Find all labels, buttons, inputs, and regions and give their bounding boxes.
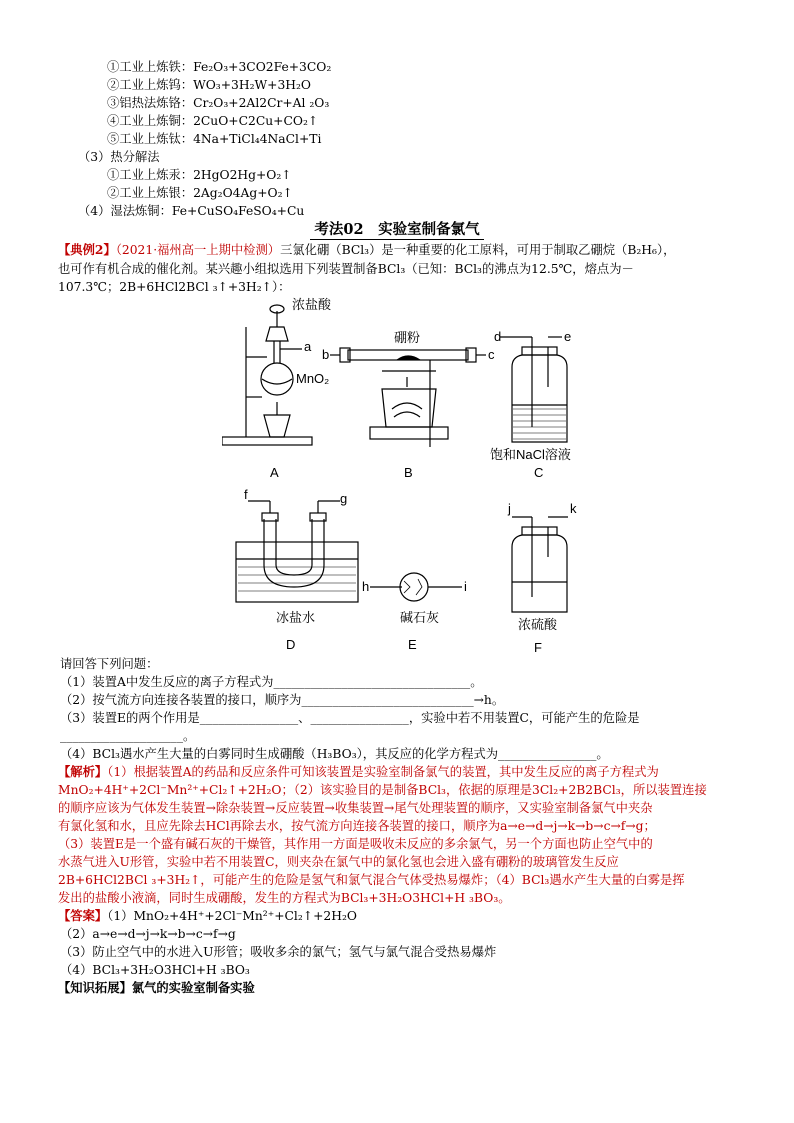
text-line: ②工业上炼钨：WO₃+3H₂W+3H₂O [107, 78, 312, 92]
analysis-line: 水蒸气进入U形管，实验中若不用装置C，则夹杂在氯气中的氯化氢也会进入盛有硼粉的玻璃管发生反应 [58, 855, 619, 869]
answer-line: （2）a→e→d→j→k→b→c→f→g [60, 927, 236, 941]
soda-lime-label: 碱石灰 [400, 610, 440, 625]
ice-label: 冰盐水 [276, 610, 316, 625]
port-c-label: c [488, 347, 495, 362]
label-b: B [404, 465, 413, 480]
nacl-label: 饱和NaCl溶液 [490, 447, 571, 462]
port-f-label: f [244, 487, 248, 502]
analysis-line: 发出的盐酸小液滴，同时生成硼酸，发生的方程式为BCl₃+3H₂O3HCl+H ₃BO₃。 [58, 891, 511, 905]
analysis-line: （3）装置E是一个盛有碱石灰的干燥管，其作用一方面是吸收未反应的多余氯气，另一个方面也防止空气中的 [58, 837, 653, 851]
text-line: ④工业上炼铜：2CuO+C2Cu+CO₂↑ [107, 114, 319, 128]
question-line: （4）BCl₃遇水产生大量的白雾同时生成硼酸（H₃BO₃），其反应的化学方程式为________________。 [60, 747, 609, 761]
text-line: ③铝热法炼铬：Cr₂O₃+2Al2Cr+Al ₂O₃ [107, 96, 330, 110]
section-title: 考法02 实验室制备氯气 [0, 218, 794, 240]
question-line: （2）按气流方向连接各装置的接口，顺序为____________________________→h。 [60, 693, 505, 707]
apparatus-c [500, 337, 567, 442]
answer-line: （4）BCl₃+3H₂O3HCl+H ₃BO₃ [60, 963, 250, 977]
analysis-line: 的顺序应该为气体发生装置→除杂装置→反应装置→收集装置→尾气处理装置的顺序，又实验室制备氯气中夹杂 [58, 801, 653, 815]
port-a-label: a [304, 339, 312, 354]
example-tag: 【典例2】 [58, 242, 116, 257]
apparatus-e [370, 573, 462, 601]
boron-label: 硼粉 [394, 330, 421, 345]
analysis-line: 【解析】（1）根据装置A的药品和反应条件可知该装置是实验室制备氯气的装置，其中发生反应的离子方程式为 [58, 764, 659, 779]
question-line: ____________________。 [60, 729, 196, 743]
port-b-label: b [322, 347, 330, 362]
mno2-label: MnO₂ [296, 371, 330, 386]
answer-line: 【答案】（1）MnO₂+4H⁺+2Cl⁻Mn²⁺+Cl₂↑+2H₂O [58, 908, 357, 923]
h2so4-label: 浓硫酸 [518, 617, 558, 632]
text-line: ⑤工业上炼钛：4Na+TiCl₄4NaCl+Ti [107, 132, 322, 146]
label-c: C [534, 465, 544, 480]
analysis-line: 2B+6HCl2BCl ₃+3H₂↑，可能产生的危险是氢气和氯气混合气体受热易爆炸；（4）BCl₃遇水产生大量的白雾是挥 [58, 873, 685, 887]
apparatus-d [236, 501, 358, 602]
text-line: ②工业上炼银：2Ag₂O4Ag+O₂↑ [107, 186, 293, 200]
port-g-label: g [340, 491, 348, 506]
port-j-label: j [508, 501, 511, 516]
text-line: （3）热分解法 [78, 150, 160, 164]
text-line: ①工业上炼汞：2HgO2Hg+O₂↑ [107, 168, 292, 182]
example-text: 三氯化硼（BCl₃）是一种重要的化工原料，可用于制取乙硼烷（B₂H₆）， [280, 243, 676, 257]
apparatus-b [330, 348, 486, 447]
conc-hcl-label: 浓盐酸 [292, 297, 332, 312]
answer-line: （3）防止空气中的水进入U形管；吸收多余的氯气；氢气与氯气混合受热易爆炸 [60, 945, 497, 959]
knowledge-extension: 【知识拓展】氯气的实验室制备实验 [58, 980, 255, 995]
text-line: （4）湿法炼铜：Fe+CuSO₄FeSO₄+Cu [78, 204, 305, 218]
question-line: （1）装置A中发生反应的离子方程式为________________________________。 [60, 675, 483, 689]
port-h-label: h [362, 579, 370, 594]
analysis-line: 有氯化氢和水，且应先除去HCl再除去水，按气流方向连接各装置的接口，顺序为a→e→d→j→k→b→c→f→g； [58, 819, 656, 833]
text-line: ①工业上炼铁：Fe₂O₃+3CO2Fe+3CO₂ [107, 60, 332, 74]
example-line-1 [58, 241, 675, 259]
example-line-2: 也可作有机合成的催化剂。某兴趣小组拟选用下列装置制备BCl₃（已知：BCl₃的沸点为12.5℃，熔点为－ [58, 262, 634, 276]
answer-tag: 【答案】 [58, 908, 108, 923]
question-line: 请回答下列问题： [60, 657, 159, 671]
analysis-tag: 【解析】 [58, 764, 108, 779]
label-f: F [534, 640, 542, 655]
analysis-line: MnO₂+4H⁺+2Cl⁻Mn²⁺+Cl₂↑+2H₂O；（2）该实验目的是制备BCl₃，依据的原理是3Cl₂+2B2BCl₃，所以装置连接 [58, 783, 707, 797]
example-source: （2021·福州高一上期中检测） [115, 243, 281, 257]
label-a: A [270, 465, 279, 480]
port-i-label: i [464, 579, 467, 594]
port-d-label: d [494, 329, 502, 344]
apparatus-figure [222, 297, 602, 662]
port-e-label: e [564, 329, 572, 344]
apparatus-f [512, 517, 568, 612]
example-line-3: 107.3℃；2B+6HCl2BCl ₃↑+3H₂↑）： [58, 280, 291, 294]
port-k-label: k [570, 501, 577, 516]
question-line: （3）装置E的两个作用是________________、________________，实验中若不用装置C，可能产生的危险是 [60, 711, 640, 725]
label-d: D [286, 637, 296, 652]
label-e: E [408, 637, 417, 652]
